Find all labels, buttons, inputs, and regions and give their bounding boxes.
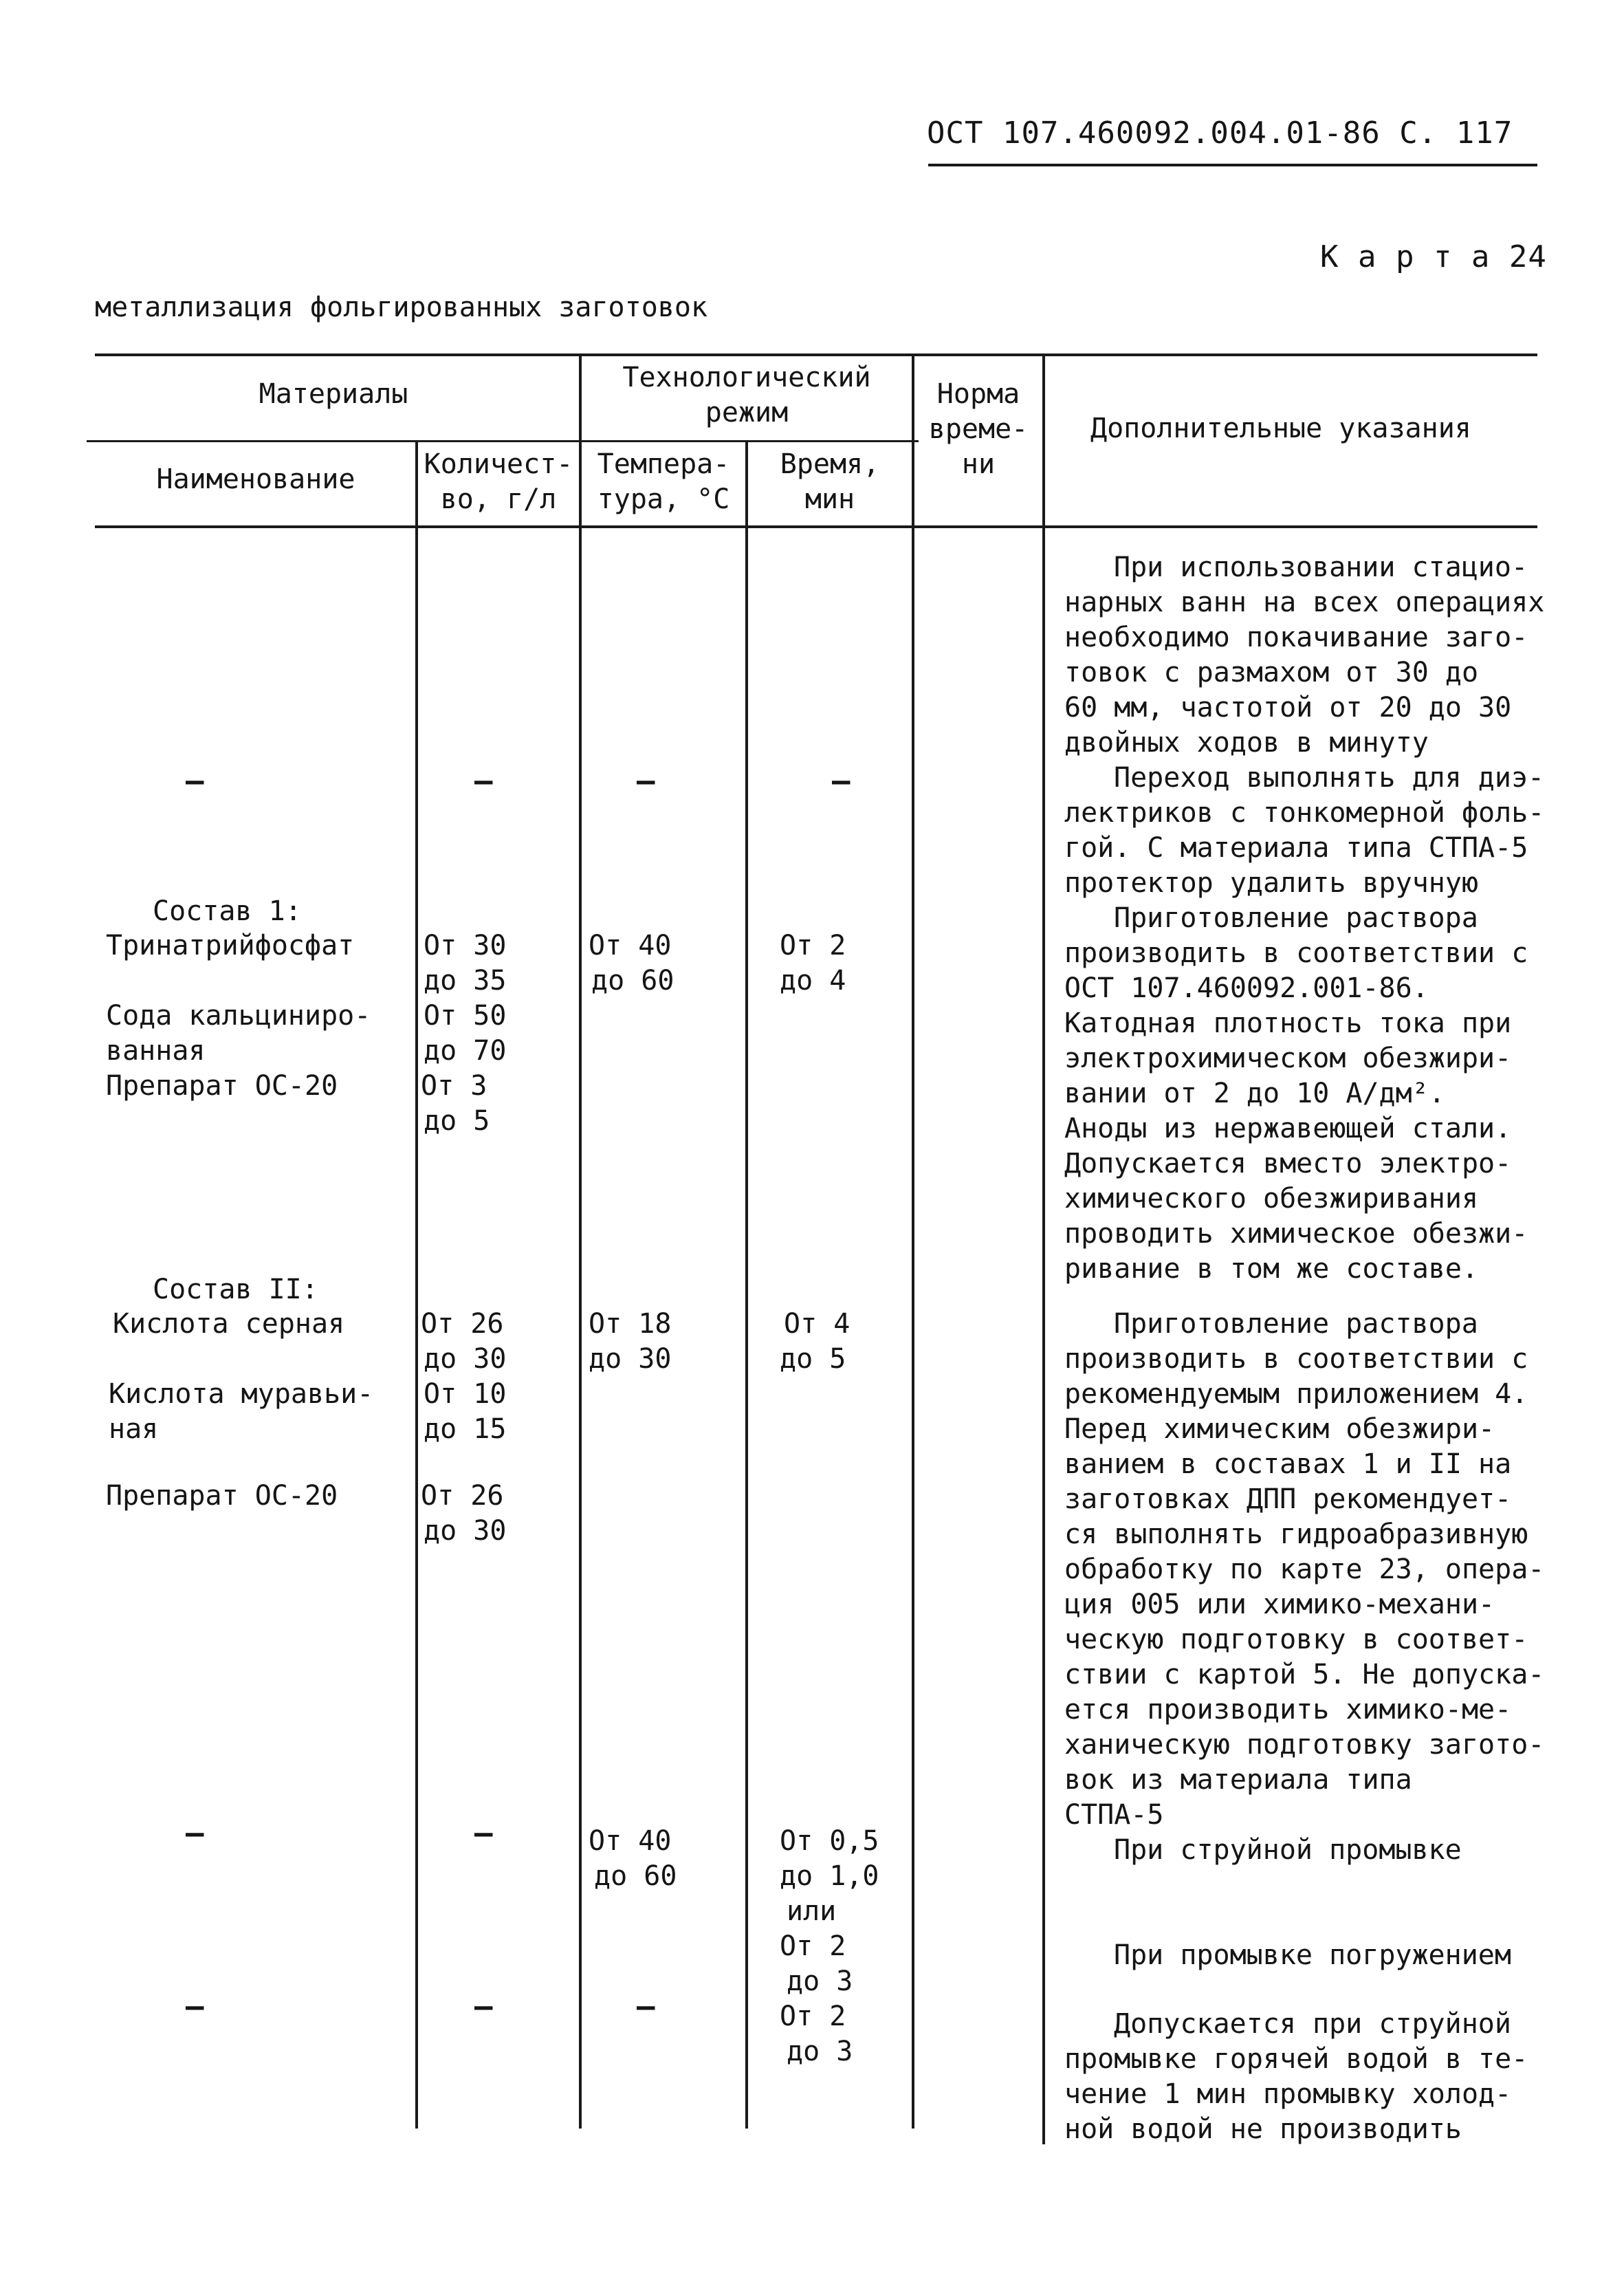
header-materials: Материалы (259, 378, 408, 410)
note-line: гой. С материала типа СТПА-5 (1064, 832, 1528, 864)
note-line: При промывке погружением (1114, 1939, 1511, 1971)
comp2-acid-formic: Кислота муравьи- (109, 1378, 374, 1410)
comp1-temp-to: до 60 (591, 965, 674, 997)
comp1-time-from: От 2 (780, 930, 846, 961)
comp2-time-from: От 4 (784, 1308, 851, 1340)
note-line: Переход выполнять для диэ- (1114, 762, 1545, 794)
comp1-item1-qty-to: до 35 (424, 965, 507, 997)
composition2-label: Состав II: (153, 1274, 318, 1305)
row1-name-dash: – (186, 763, 204, 798)
header-bottom-border (95, 525, 1537, 528)
comp1-item3-name: Препарат ОС-20 (106, 1070, 338, 1102)
note-line: электрохимическом обезжири- (1064, 1043, 1512, 1074)
comp2-acid-sulfuric: Кислота серная (113, 1308, 345, 1340)
rinse2-time-from: От 2 (780, 2001, 846, 2032)
header-mid-border (87, 440, 919, 442)
note-line: ется производить химико-ме- (1064, 1694, 1512, 1726)
col-divider-3 (745, 440, 748, 2129)
composition1-label: Состав 1: (153, 895, 302, 927)
note-line: При струйной промывке (1114, 1834, 1462, 1866)
note-line: Приготовление раствора (1114, 1308, 1478, 1340)
row5-qty-dash: – (474, 1989, 493, 2024)
col-divider-2 (579, 356, 582, 2129)
comp1-item2-qty-from: От 50 (424, 1000, 507, 1032)
header-underline (928, 164, 1537, 166)
comp2-temp-from: От 18 (589, 1308, 672, 1340)
rinse1-time-4: От 2 (780, 1930, 846, 1962)
note-line: протектор удалить вручную (1064, 867, 1479, 899)
comp1-item3-qty-to: до 5 (424, 1105, 490, 1137)
note-line: При использовании стацио- (1114, 552, 1528, 583)
rinse2-time-to: до 3 (787, 2036, 853, 2067)
comp1-item1-name: Тринатрийфосфат (106, 930, 355, 961)
comp1-item1-qty-from: От 30 (424, 930, 507, 961)
comp1-item2-qty-to: до 70 (424, 1035, 507, 1067)
comp2-prep: Препарат ОС-20 (106, 1480, 338, 1512)
header-temp: Темпера- (597, 448, 730, 480)
header-tech-mode-2: режим (705, 397, 789, 428)
note-line: химического обезжиривания (1064, 1183, 1479, 1215)
header-qty: Количест- (424, 448, 573, 480)
header-norm: Норма (936, 378, 1020, 410)
note-line: Перед химическим обезжири- (1064, 1413, 1495, 1445)
note-line: промывке горячей водой в те- (1064, 2043, 1528, 2075)
header-tech-mode: Технологический (622, 362, 871, 393)
document-reference: ОСТ 107.460092.004.01-86 С. 117 (927, 116, 1513, 151)
note-line: Допускается при струйной (1114, 2008, 1511, 2040)
row4-qty-dash: – (474, 1816, 493, 1851)
row4-name-dash: – (186, 1816, 204, 1851)
note-line: вании от 2 до 10 А/дм². (1064, 1078, 1445, 1109)
note-line: производить в соответствии с (1064, 937, 1528, 969)
note-line: ванием в составах 1 и II на (1064, 1448, 1512, 1480)
rinse1-time-1: От 0,5 (780, 1825, 879, 1857)
comp1-item2-name: Сода кальциниро- (106, 1000, 371, 1032)
header-time: Время, (780, 448, 880, 480)
comp1-time-to: до 4 (780, 965, 846, 997)
header-notes: Дополнительные указания (1090, 413, 1471, 444)
note-line: заготовках ДПП рекомендует- (1064, 1483, 1512, 1515)
col-divider-4 (912, 356, 914, 2129)
row1-temp-dash: – (637, 763, 655, 798)
note-line: ривание в том же составе. (1064, 1253, 1479, 1285)
comp2-prep-qty-to: до 30 (424, 1515, 507, 1547)
note-line: ной водой не производить (1064, 2113, 1462, 2145)
note-line: ханическую подготовку загото- (1064, 1729, 1545, 1761)
comp2-acid-formic-qty-to: до 15 (424, 1413, 507, 1445)
note-line: обработку по карте 23, опера- (1064, 1554, 1545, 1585)
comp1-item3-qty-from: От 3 (421, 1070, 487, 1102)
comp2-acid-sulfuric-qty-from: От 26 (421, 1308, 504, 1340)
note-line: ция 005 или химико-механи- (1064, 1589, 1495, 1620)
rinse1-time-3: или (787, 1895, 837, 1927)
rinse1-time-5: до 3 (787, 1966, 853, 1997)
note-line: Допускается вместо электро- (1064, 1148, 1512, 1179)
note-line: 60 мм, частотой от 20 до 30 (1064, 692, 1512, 723)
header-norm-3: ни (961, 448, 996, 480)
rinse1-temp-from: От 40 (589, 1825, 672, 1857)
comp1-item2-name-2: ванная (106, 1035, 206, 1067)
document-subtitle: металлизация фольгированных заготовок (95, 292, 708, 323)
note-line: проводить химическое обезжи- (1064, 1218, 1528, 1250)
note-line: ОСТ 107.460092.001-86. (1064, 972, 1429, 1004)
header-temp-2: тура, °С (597, 483, 730, 515)
header-name: Наименование (156, 464, 355, 495)
note-line: чение 1 мин промывку холод- (1064, 2078, 1512, 2110)
note-line: лектриков с тонкомерной фоль- (1064, 797, 1545, 829)
row1-qty-dash: – (474, 763, 493, 798)
note-line: производить в соответствии с (1064, 1343, 1528, 1375)
comp1-temp-from: От 40 (589, 930, 672, 961)
note-line: СТПА-5 (1064, 1799, 1164, 1831)
col-divider-5 (1042, 356, 1045, 2144)
note-line: вок из материала типа (1064, 1764, 1412, 1796)
note-line: Катодная плотность тока при (1064, 1008, 1512, 1039)
note-line: ствии с картой 5. Не допуска- (1064, 1659, 1545, 1690)
note-line: двойных ходов в минуту (1064, 727, 1429, 759)
comp2-acid-formic-qty-from: От 10 (424, 1378, 507, 1410)
card-number: К а р т а 24 (1320, 239, 1547, 274)
note-line: необходимо покачивание заго- (1064, 622, 1528, 653)
row5-temp-dash: – (637, 1989, 655, 2024)
note-line: рекомендуемым приложением 4. (1064, 1378, 1528, 1410)
header-norm-2: време- (928, 413, 1029, 445)
header-time-2: мин (804, 483, 855, 515)
row5-name-dash: – (186, 1989, 204, 2024)
note-line: нарных ванн на всех операциях (1064, 587, 1545, 618)
comp2-prep-qty-from: От 26 (421, 1480, 504, 1512)
note-line: Аноды из нержавеющей стали. (1064, 1113, 1512, 1144)
note-line: Приготовление раствора (1114, 902, 1478, 934)
comp2-time-to: до 5 (780, 1343, 846, 1375)
note-line: товок с размахом от 30 до (1064, 657, 1479, 688)
note-line: ся выполнять гидроабразивную (1064, 1519, 1528, 1550)
note-line: ческую подготовку в соответ- (1064, 1624, 1528, 1655)
comp2-acid-formic-2: ная (109, 1413, 159, 1445)
comp2-acid-sulfuric-qty-to: до 30 (424, 1343, 507, 1375)
comp2-temp-to: до 30 (589, 1343, 672, 1375)
table-top-border (95, 353, 1537, 356)
rinse1-time-2: до 1,0 (780, 1860, 879, 1892)
header-qty-2: во, г/л (440, 483, 557, 515)
rinse1-temp-to: до 60 (594, 1860, 677, 1892)
col-divider-1 (415, 440, 418, 2129)
row1-time-dash: – (832, 763, 851, 798)
